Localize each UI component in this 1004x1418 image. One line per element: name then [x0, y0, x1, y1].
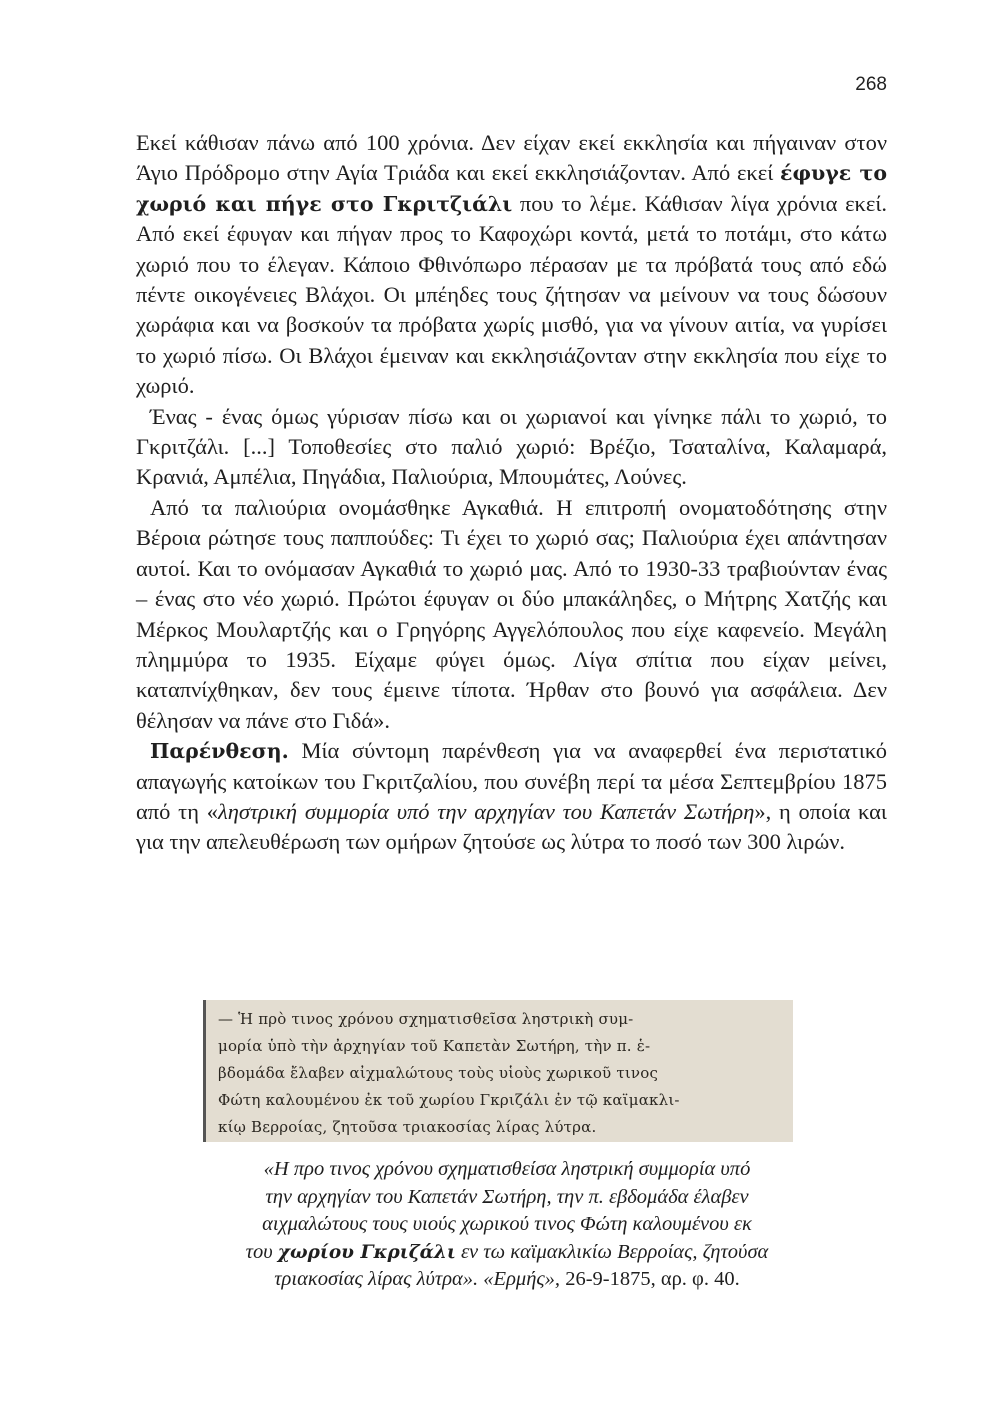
caption-line: την αρχηγίαν του Καπετάν Σωτήρη, την π. εβδομάδα έλαβεν	[265, 1185, 749, 1208]
newspaper-clipping	[203, 1000, 793, 1142]
caption-text: του	[245, 1240, 278, 1263]
paragraph-4-text: Μία σύντομη παρένθεση για να αναφερθεί ένα περιστατικό απαγωγής κατοίκων του Γκριτζαλίου, που συνέβη περί τα μέσα Σεπτεμβρίου 1875 από τη «	[136, 738, 887, 824]
clipping-line: Φώτη καλουμένου ἐκ τοῦ χωρίου Γκριζάλι ἐν τῷ καϊμακλι-	[218, 1091, 680, 1109]
caption-line: «Η προ τινος χρόνου σχηματισθείσα ληστρική συμμορία υπό	[263, 1158, 751, 1180]
caption-line	[150, 1266, 864, 1294]
paragraph-4	[136, 736, 887, 858]
body-text	[136, 128, 887, 858]
clipping-line: βδομάδα ἔλαβεν αἰχμαλώτους τοὺς υἱοὺς χωρικοῦ τινος	[218, 1064, 659, 1082]
caption-citation: 26-9-1875, αρ. φ. 40.	[560, 1268, 740, 1290]
caption-bold: χωρίου Γκριζάλι	[277, 1241, 456, 1263]
paragraph-1-text-end: που το λέμε. Κάθισαν λίγα χρόνια εκεί. Από εκεί έφυγαν και πήγαν προς το Καφοχώρι κοντά, μετά το ποτάμι, στο κάτω χωριό που το έλεγαν. Κάποιο Φθινόπωρο πέρασαν με τα πρόβατά τους από εδώ πέντε οικογένειες Βλάχοι. Οι μπέηδες τους ζήτησαν να μείνουν να τους δώσουν χωράφια και να βοσκούν τα πρόβατα χωρίς μισθό, για να γίνουν αιτία, να γυρίσει το χωριό πίσω. Οι Βλάχοι έμειναν και εκκλησιάζονταν στην εκκλησία που είχε το χωριό.	[136, 190, 887, 399]
caption-text: τριακοσίας λίρας λύτρα». «Ερμής»,	[274, 1268, 561, 1290]
paragraph-4-italic: ληστρική συμμορία υπό την αρχηγίαν του Καπετάν Σωτήρη	[217, 798, 755, 824]
paragraph-1-text: Εκεί κάθισαν πάνω από 100 χρόνια. Δεν είχαν εκεί εκκλησία και πήγαιναν στον Άγιο Πρόδρομο στην Αγία Τριάδα και εκεί εκκλησιάζονταν. Από εκεί	[136, 130, 887, 186]
caption-line: αιχμαλώτους τους υιούς χωρικού τινος Φώτη καλουμένου εκ	[262, 1213, 752, 1235]
clipping-caption	[150, 1156, 864, 1294]
caption-text: εν τω καϊμακλικίω Βερροίας, ζητούσα	[455, 1240, 769, 1263]
caption-line	[150, 1239, 864, 1267]
page-number: 268	[855, 74, 887, 95]
paragraph-3: Από τα παλιούρια ονομάσθηκε Αγκαθιά. Η επιτροπή ονοματοδότησης στην Βέροια ρώτησε τους παππούδες: Τι έχει το χωριό σας; Παλιούρια έχει απάντησαν αυτοί. Και το ονόμασαν Αγκαθιά το χωριό μας. Από το 1930-33 τραβιούνταν ένας – ένας στο νέο χωριό. Πρώτοι έφυγαν οι δύο μπακάληδες, ο Μήτρης Χατζής και Μέρκος Μουλαρτζής και ο Γρηγόρης Αγγελόπουλος που είχε καφενείο. Μεγάλη πλημμύρα το 1935. Είχαμε φύγει όμως. Λίγα σπίτια που είχαν μείνει, καταπνίχθηκαν, δεν τους έμεινε τίποτα. Ήρθαν στο βουνό για ασφάλεια. Δεν θέλησαν να πάνε στο Γιδά».	[136, 494, 887, 733]
paragraph-1	[136, 128, 887, 402]
paragraph-1-bold: έφυγε το χωριό και πήγε στο Γκριτζιάλι	[136, 161, 887, 216]
paragraph-4-text-end: », η οποία και για την απελευθέρωση των ομήρων ζητούσε ως λύτρα το ποσό των 300 λιρών.	[136, 798, 887, 855]
clipping-line: μορία ὑπὸ τὴν ἀρχηγίαν τοῦ Καπετὰν Σωτήρη, τὴν π. ἑ-	[218, 1037, 651, 1055]
paragraph-4-heading: Παρένθεση.	[150, 739, 289, 764]
clipping-line: — Ἡ πρὸ τινος χρόνου σχηματισθεῖσα ληστρικὴ συμ-	[218, 1010, 634, 1028]
paragraph-2: Ένας - ένας όμως γύρισαν πίσω και οι χωριανοί και γίνηκε πάλι το χωριό, το Γκριτζάλι. [...] Τοποθεσίες στο παλιό χωριό: Βρέζιο, Τσαταλίνα, Καλαμαρά, Κρανιά, Αμπέλια, Πηγάδια, Παλιούρια, Μπουμάτες, Λούνες.	[136, 403, 887, 490]
clipping-line: κίῳ Βερροίας, ζητοῦσα τριακοσίας λίρας λύτρα.	[218, 1118, 597, 1136]
